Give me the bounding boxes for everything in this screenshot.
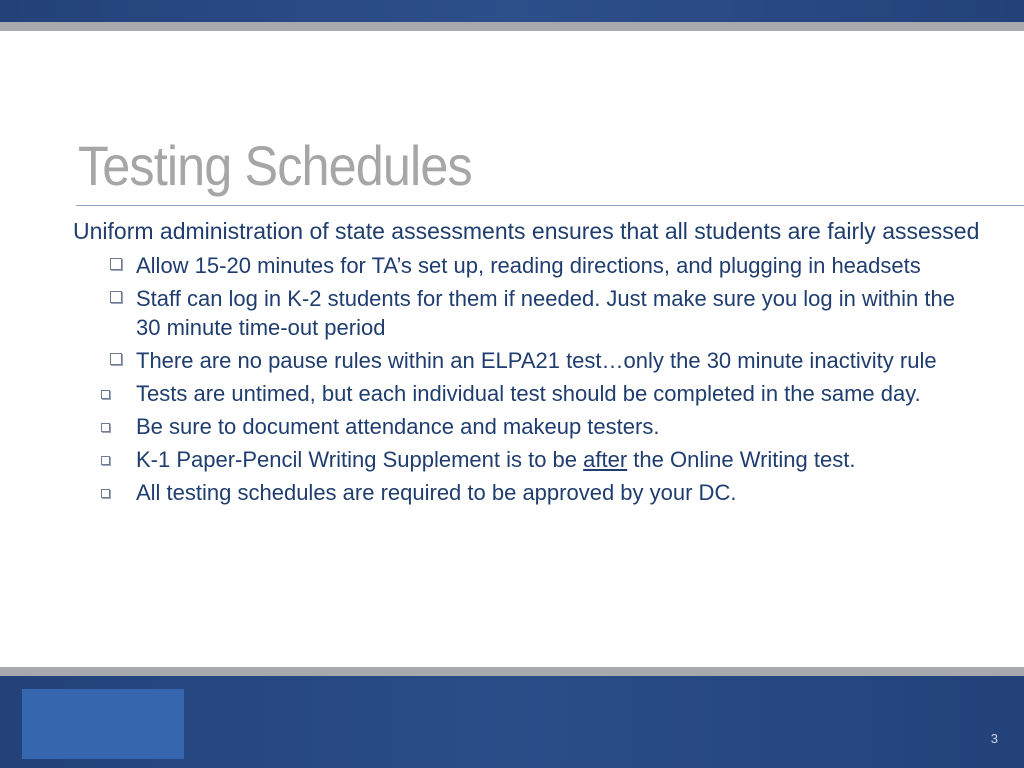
bullet-text: Tests are untimed, but each individual test should be completed in the same day. — [136, 381, 921, 406]
list-item — [73, 346, 983, 375]
bullet-text: All testing schedules are required to be approved by your DC. — [136, 480, 737, 505]
bullet-text-before: K-1 Paper-Pencil Writing Supplement is to be — [136, 447, 584, 472]
page-number: 3 — [990, 731, 998, 746]
bullet-text: Staff can log in K-2 students for them if needed. Just make sure you log in within the 30 minute time-out period — [136, 286, 955, 340]
checkbox-square-icon — [110, 258, 122, 270]
footer-band — [0, 676, 1024, 768]
top-header-band — [0, 0, 1024, 22]
title-divider — [76, 205, 1024, 206]
bullet-text: Allow 15-20 minutes for TA’s set up, reading directions, and plugging in headsets — [136, 253, 921, 278]
intro-paragraph: Uniform administration of state assessments ensures that all students are fairly assessed — [73, 218, 980, 244]
emphasized-word: after — [583, 447, 628, 472]
bottom-gray-stripe — [0, 667, 1024, 676]
list-item — [73, 445, 983, 474]
bullet-text: There are no pause rules within an ELPA21 test…only the 30 minute inactivity rule — [136, 348, 937, 373]
checkbox-square-icon — [101, 489, 110, 498]
checkbox-square-icon — [101, 423, 110, 432]
top-gray-stripe — [0, 22, 1024, 31]
checkbox-square-icon — [101, 456, 110, 465]
list-item — [73, 284, 983, 342]
list-item — [73, 251, 983, 280]
checkbox-square-icon — [110, 291, 122, 303]
bullet-list — [73, 251, 983, 507]
bullet-text: Be sure to document attendance and makeup testers. — [136, 414, 660, 439]
list-item — [73, 478, 983, 507]
bullet-text-after: the Online Writing test. — [627, 447, 856, 472]
slide-content — [73, 216, 983, 511]
checkbox-square-icon — [101, 390, 110, 399]
list-item — [73, 379, 983, 408]
list-item — [73, 412, 983, 441]
slide-title: Testing Schedules — [78, 134, 472, 197]
footer-logo-block — [22, 689, 184, 759]
checkbox-square-icon — [110, 353, 122, 365]
